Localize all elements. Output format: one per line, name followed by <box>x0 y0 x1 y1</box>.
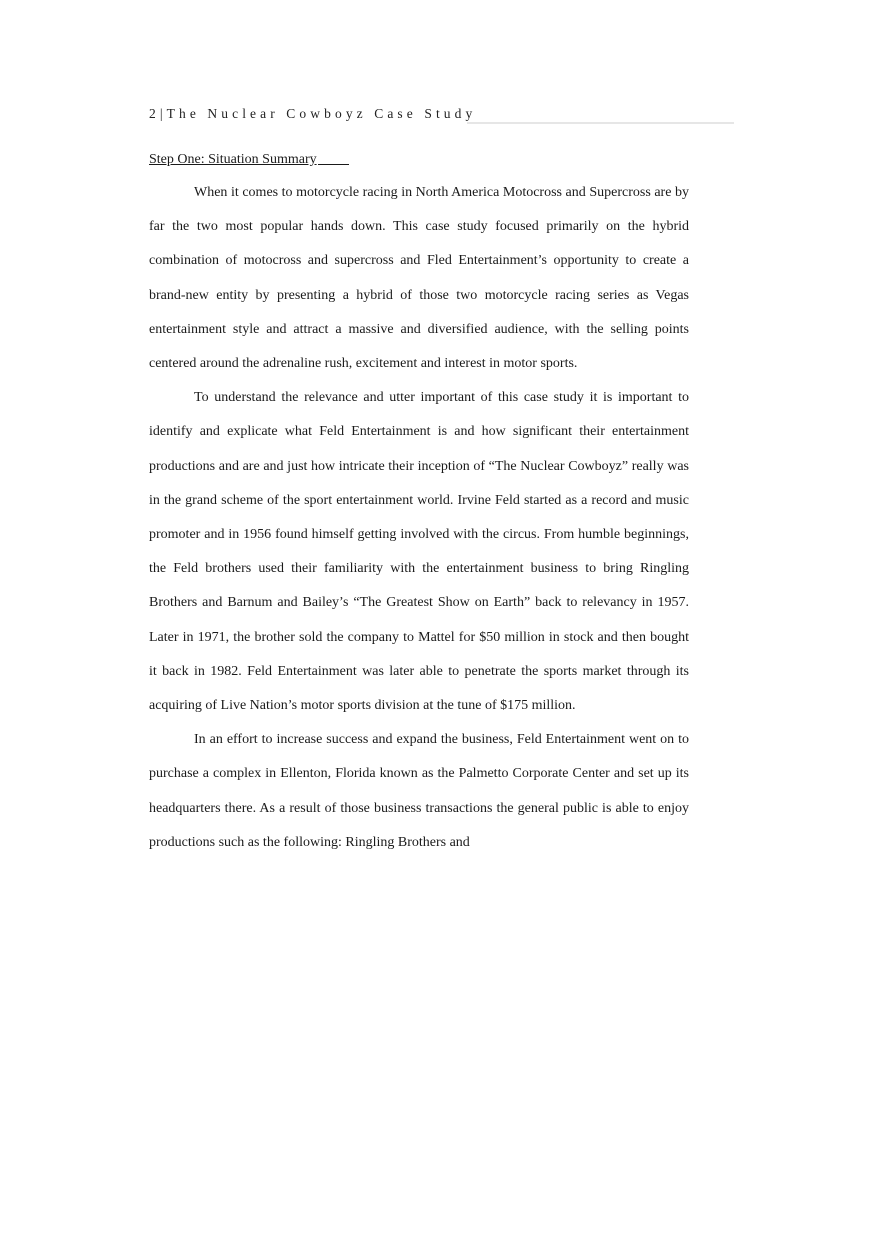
page-header <box>149 106 734 128</box>
body-text <box>149 176 689 860</box>
header-rule <box>467 122 734 124</box>
heading-underline-extension <box>318 164 349 165</box>
section-heading-label: Step One: Situation Summary <box>149 152 317 167</box>
paragraph: To understand the relevance and utter important of this case study it is important to identify and explicate what Feld Entertainment is and how significant their entertainment productions and are and just how intricate their inception of “The Nuclear Cowboyz” really was in the grand scheme of the sport entertainment world. Irvine Feld started as a record and music promoter and in 1956 found himself getting involved with the circus. From humble beginnings, the Feld brothers used their familiarity with the entertainment business to bring Ringling Brothers and Barnum and Bailey’s “The Greatest Show on Earth” back to relevancy in 1957. Later in 1971, the brother sold the company to Mattel for $50 million in stock and then bought it back in 1982. Feld Entertainment was later able to penetrate the sports market through its acquiring of Live Nation’s motor sports division at the tune of $175 million. <box>149 390 689 714</box>
section-heading <box>149 151 349 169</box>
paragraph: When it comes to motorcycle racing in North America Motocross and Supercross are by far the two most popular hands down. This case study focused primarily on the hybrid combination of motocross and supercross and Fled Entertainment’s opportunity to create a brand-new entity by presenting a hybrid of those two motorcycle racing series as Vegas entertainment style and attract a massive and diversified audience, with the selling points centered around the adrenaline rush, excitement and interest in motor sports. <box>149 185 689 372</box>
running-title: 2|The Nuclear Cowboyz Case Study <box>149 106 477 121</box>
paragraph: In an effort to increase success and expand the business, Feld Entertainment went on to purchase a complex in Ellenton, Florida known as the Palmetto Corporate Center and set up its headquarters there. As a result of those business transactions the general public is able to enjoy productions such as the following: Ringling Brothers and <box>149 732 689 850</box>
